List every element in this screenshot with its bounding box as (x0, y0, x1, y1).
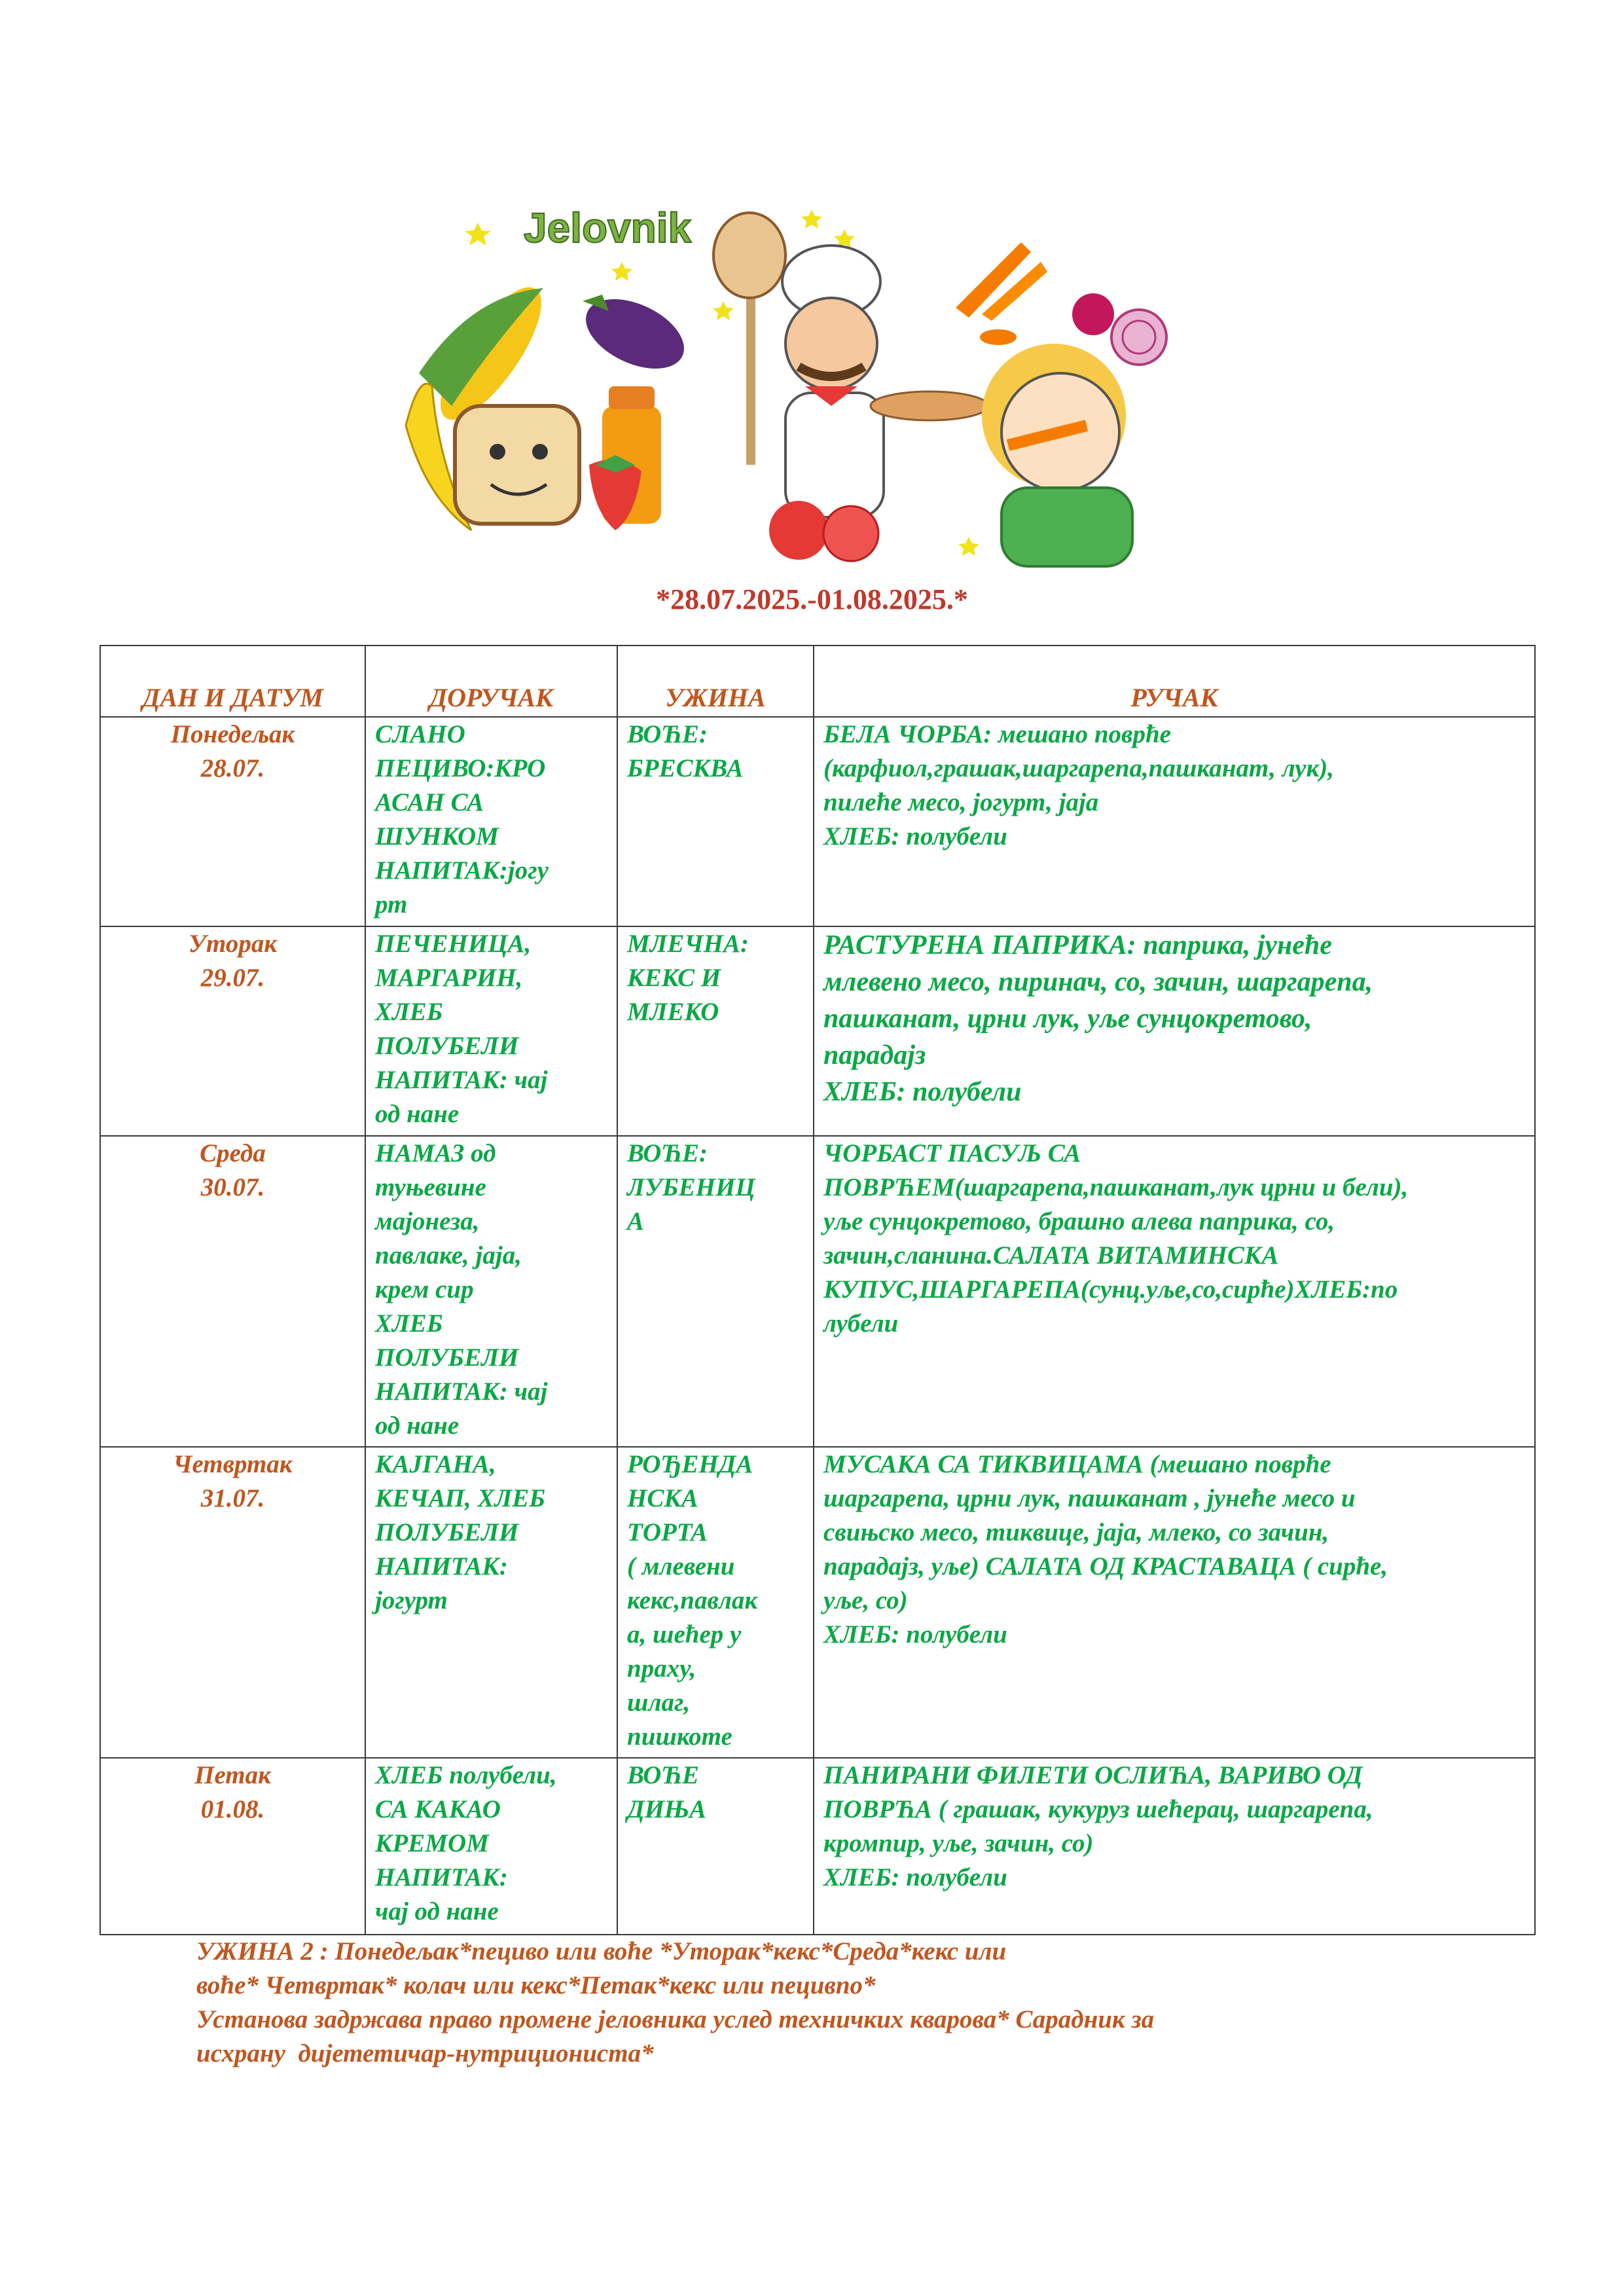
snack-cell: РОЂЕНДА НСКА ТОРТА ( млевени кекс,павлак а, шећер у праху, шлаг, пишкоте (617, 1447, 814, 1758)
snack-cell: ВОЋЕ ДИЊА (617, 1758, 814, 1935)
table-row (100, 926, 1535, 1136)
footer-line: воће* Четвртак* колач или кекс*Петак*кекс или пецивпо* (196, 1971, 876, 1999)
breakfast-cell: СЛАНО ПЕЦИВО:КРО АСАН СА ШУНКОМ НАПИТАК:јогу рт (365, 717, 617, 926)
header-day-date: ДАН И ДАТУМ (100, 646, 365, 717)
bread-icon (455, 406, 579, 524)
footer-line: Установа задржава право промене јеловника услед техничких кварова* Сарадник за (196, 2005, 1155, 2033)
logo-title: Jelovnik (524, 204, 692, 251)
day-cell (100, 1758, 365, 1935)
table-header-row (100, 646, 1535, 717)
day-date: 30.07. (200, 1173, 265, 1201)
snack-cell: МЛЕЧНА: КЕКС И МЛЕКО (617, 926, 814, 1136)
breakfast-cell: ХЛЕБ полубели, СА КАКАО КРЕМОМ НАПИТАК: чај од нане (365, 1758, 617, 1935)
lunch-cell: МУСАКА СА ТИКВИЦАМА (мешано поврће шаргарепа, црни лук, пашканат , јунеће месо и свињско месо, тиквице, јаја, млеко, со зачин, парадајз, уље) САЛАТА ОД КРАСТАВАЦА ( сирће, уље, со) ХЛЕБ: полубели (814, 1447, 1535, 1758)
date-range: *28.07.2025.-01.08.2025.* (656, 583, 968, 615)
table-row (100, 1758, 1535, 1935)
menu-table (99, 645, 1536, 1935)
day-name: Понедељак (170, 720, 295, 748)
header-breakfast: ДОРУЧАК (365, 646, 617, 717)
lunch-cell: ПАНИРАНИ ФИЛЕТИ ОСЛИЋА, ВАРИВО ОД ПОВРЋА ( грашак, кукуруз шећерац, шаргарепа, кромпир, уље, зачин, со) ХЛЕБ: полубели (814, 1758, 1535, 1935)
day-name: Петак (194, 1761, 271, 1789)
table-row (100, 1136, 1535, 1447)
table-row (100, 717, 1535, 926)
day-cell (100, 717, 365, 926)
day-date: 29.07. (200, 964, 265, 992)
lunch-cell: ЧОРБАСТ ПАСУЉ СА ПОВРЋЕМ(шаргарепа,пашканат,лук црни и бели), уље сунцокретово, брашно алева паприка, со, зачин,сланина.САЛАТА ВИТАМИНСКА КУПУС,ШАРГАРЕПА(сунц.уље,со,сирће)ХЛЕБ:по лубели (814, 1136, 1535, 1447)
day-date: 31.07. (200, 1484, 265, 1512)
eggplant-icon (575, 285, 695, 382)
footer-notes (196, 1935, 1440, 2071)
chef-icon (713, 213, 988, 517)
breakfast-cell: ПЕЧЕНИЦА, МАРГАРИН, ХЛЕБ ПОЛУБЕЛИ НАПИТАК: чај од нане (365, 926, 617, 1136)
footer-line: УЖИНА 2 : Понедељак*пециво или воће *Уторак*кекс*Среда*кекс или (196, 1937, 1007, 1965)
footer-line: исхрану дијететичар-нутриционистa* (196, 2039, 654, 2068)
day-name: Среда (200, 1139, 266, 1167)
header-snack: УЖИНА (617, 646, 814, 717)
menu-illustration (393, 190, 1191, 576)
snack-cell: ВОЋЕ: БРЕСКВА (617, 717, 814, 926)
day-name: Четвртак (173, 1450, 293, 1478)
day-name: Уторак (188, 930, 278, 958)
header-lunch: РУЧАК (814, 646, 1535, 717)
boy-icon (982, 344, 1132, 566)
lunch-cell: РАСТУРЕНА ПАПРИКА: паприка, јунеће млевено месо, пиринач, со, зачин, шаргарепа, пашканат, црни лук, уље сунцокретово, парадајз ХЛЕБ: полубели (814, 926, 1535, 1136)
day-cell (100, 1447, 365, 1758)
day-cell (100, 926, 365, 1136)
breakfast-cell: КАЈГАНА, КЕЧАП, ХЛЕБ ПОЛУБЕЛИ НАПИТАК: јогурт (365, 1447, 617, 1758)
table-row (100, 1447, 1535, 1758)
lunch-cell: БЕЛА ЧОРБА: мешано поврће (карфиол,грашак,шаргарепа,пашканат, лук), пилеће месо, јогурт, јаја ХЛЕБ: полубели (814, 717, 1535, 926)
breakfast-cell: НАМАЗ од туњевине мајонеза, павлаке, јаја, крем сир ХЛЕБ ПОЛУБЕЛИ НАПИТАК: чај од нане (365, 1136, 617, 1447)
snack-cell: ВОЋЕ: ЛУБЕНИЦ А (617, 1136, 814, 1447)
day-date: 28.07. (200, 754, 265, 782)
carrot-icon (956, 242, 1047, 345)
day-date: 01.08. (200, 1795, 265, 1823)
day-cell (100, 1136, 365, 1447)
